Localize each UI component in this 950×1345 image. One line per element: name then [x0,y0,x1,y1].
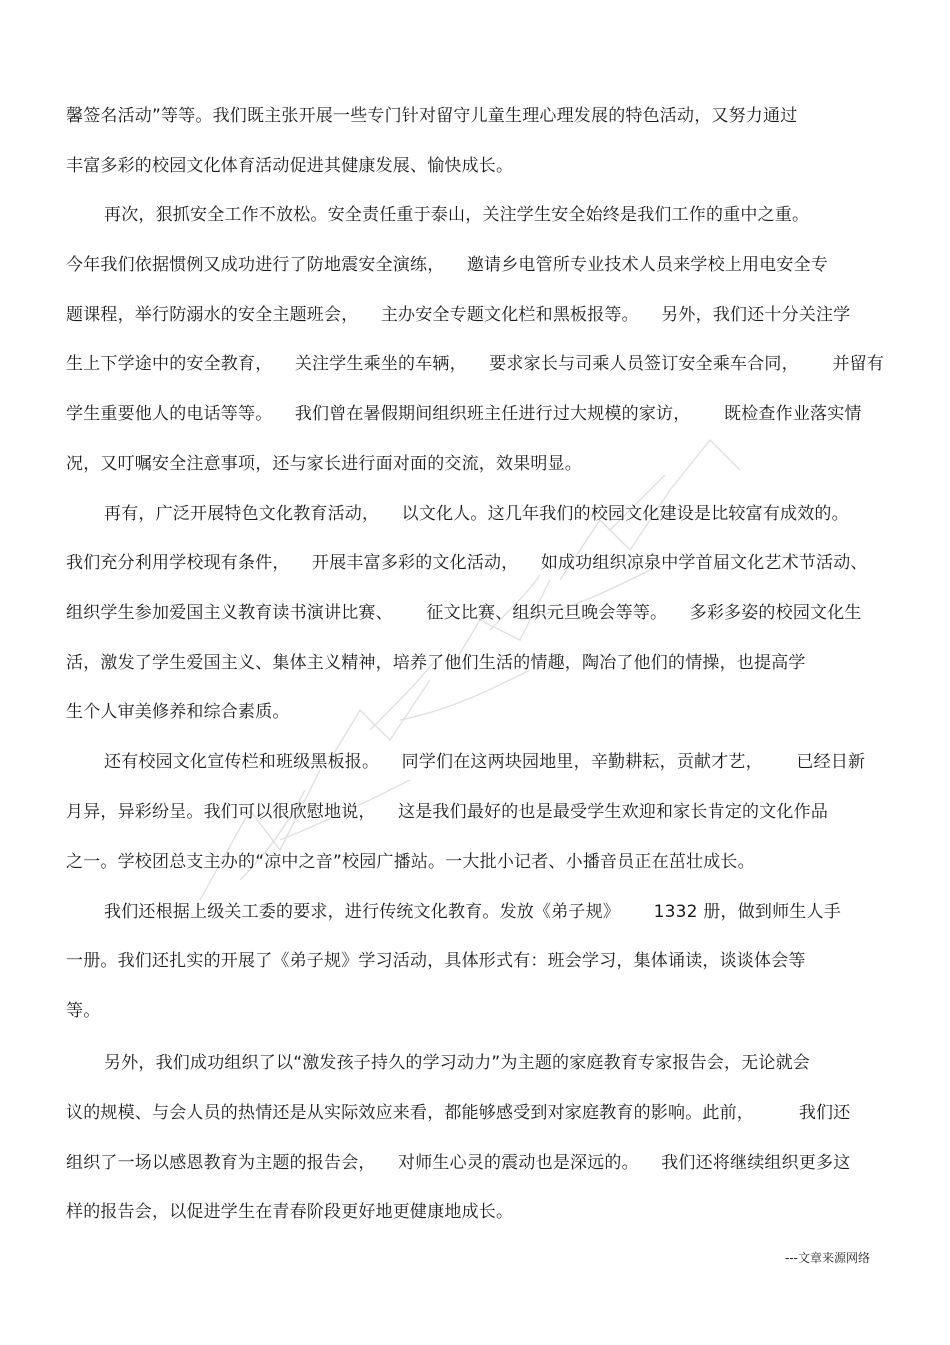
paragraph-line: 学生重要他人的电话等等。 我们曾在暑假期间组织班主任进行过大规模的家访， 既检查作业落实情 [66,404,862,424]
paragraph-line: 一册。我们还扎实的开展了《弟子规》学习活动，具体形式有：班会学习，集体诵读，谈谈体会等 [66,951,806,971]
paragraph-line: 另外，我们成功组织了以“激发孩子持久的学习动力”为主题的家庭教育专家报告会，无论就会 [104,1053,811,1073]
paragraph-line: 样的报告会，以促进学生在青春阶段更好地更健康地成长。 [66,1202,514,1222]
paragraph-line: 月异，异彩纷呈。我们可以很欣慰地说， 这是我们最好的也是最受学生欢迎和家长肯定的文化作品 [66,802,829,822]
paragraph-line: 丰富多彩的校园文化体育活动促进其健康发展、愉快成长。 [66,156,514,176]
paragraph-line: 等。 [66,1001,101,1021]
paragraph-line: 议的规模、与会人员的热情还是从实际效应来看，都能够感受到对家庭教育的影响。此前， 我们还 [66,1103,851,1123]
paragraph-line: 还有校园文化宣传栏和班级黑板报。 同学们在这两块园地里，辛勤耕耘，贡献才艺， 已经日新 [104,752,866,772]
paragraph-line: 组织学生参加爱国主义教育读书演讲比赛、 征文比赛、组织元旦晚会等等。 多彩多姿的校园文化生 [66,603,862,623]
paragraph-line: 况，又叮嘱安全注意事项，还与家长进行面对面的交流，效果明显。 [66,454,582,474]
paragraph-line: 之一。学校团总支主办的“凉中之音”校园广播站。一大批小记者、小播音员正在茁壮成长。 [66,852,755,872]
paragraph-line: 我们还根据上级关工委的要求，进行传统文化教育。发放《弟子规》 1332 册，做到师生人手 [104,902,841,922]
paragraph-line: 题课程，举行防溺水的安全主题班会， 主办安全专题文化栏和黑板报等。 另外，我们还十分关注学 [66,305,851,325]
paragraph-line: 再有，广泛开展特色文化教育活动， 以文化人。这几年我们的校园文化建设是比较富有成效的。 [104,504,849,524]
paragraph-line: 生上下学途中的安全教育， 关注学生乘坐的车辆， 要求家长与司乘人员签订安全乘车合同， 并留有 [66,354,885,374]
paragraph-line: 我们充分利用学校现有条件， 开展丰富多彩的文化活动， 如成功组织凉泉中学首届文化艺术节活动、 [66,553,868,573]
source-footer: ---文章来源网络 [785,1251,870,1265]
paragraph-line: 活，激发了学生爱国主义、集体主义精神，培养了他们生活的情趣，陶冶了他们的情操，也提高学 [66,653,806,673]
paragraph-line: 组织了一场以感恩教育为主题的报告会， 对师生心灵的震动也是深远的。 我们还将继续组织更多这 [66,1153,851,1173]
paragraph-line: 馨签名活动”等等。我们既主张开展一些专门针对留守儿童生理心理发展的特色活动，又努力通过 [66,106,798,126]
paragraph-line: 今年我们依据惯例又成功进行了防地震安全演练， 邀请乡电管所专业技术人员来学校上用电安全专 [66,255,829,275]
paragraph-line: 再次，狠抓安全工作不放松。安全责任重于泰山，关注学生安全始终是我们工作的重中之重。 [104,205,810,225]
paragraph-line: 生个人审美修养和综合素质。 [66,702,290,722]
